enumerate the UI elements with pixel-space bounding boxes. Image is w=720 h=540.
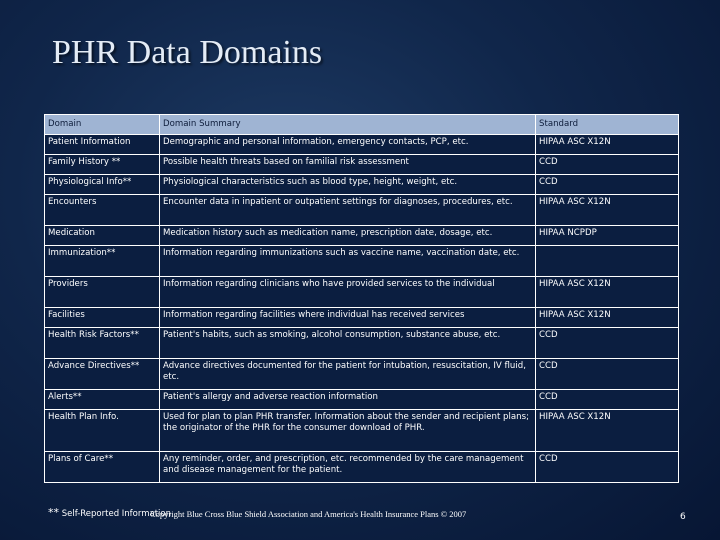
header-standard: Standard [536, 115, 679, 135]
table-row [45, 308, 679, 328]
domain-cell: Encounters [45, 195, 160, 226]
footnote-marker: ** [48, 506, 59, 519]
domain-cell: Health Plan Info. [45, 410, 160, 452]
standard-cell: CCD [536, 175, 679, 195]
summary-cell: Possible health threats based on familial risk assessment [160, 155, 536, 175]
table-row [45, 359, 679, 390]
domain-cell: Advance Directives** [45, 359, 160, 390]
summary-cell: Medication history such as medication name, prescription date, dosage, etc. [160, 226, 536, 246]
summary-cell: Any reminder, order, and prescription, etc. recommended by the care management and disease management for the patient. [160, 452, 536, 483]
page-number: 6 [680, 512, 686, 522]
copyright-notice: Copyright Blue Cross Blue Shield Association and America's Health Insurance Plans © 2007 [150, 509, 467, 519]
footnote-text: Self-Reported Information [61, 509, 171, 519]
summary-cell: Information regarding clinicians who have provided services to the individual [160, 277, 536, 308]
summary-cell: Information regarding facilities where individual has received services [160, 308, 536, 328]
data-domains-table [44, 114, 679, 483]
standard-cell: HIPAA ASC X12N [536, 195, 679, 226]
summary-cell: Demographic and personal information, emergency contacts, PCP, etc. [160, 135, 536, 155]
standard-cell: CCD [536, 155, 679, 175]
summary-cell: Advance directives documented for the patient for intubation, resuscitation, IV fluid, etc. [160, 359, 536, 390]
table-row [45, 135, 679, 155]
table-row [45, 277, 679, 308]
summary-cell: Physiological characteristics such as blood type, height, weight, etc. [160, 175, 536, 195]
header-domain: Domain [45, 115, 160, 135]
table-row [45, 452, 679, 483]
standard-cell: HIPAA ASC X12N [536, 135, 679, 155]
domain-cell: Medication [45, 226, 160, 246]
standard-cell: CCD [536, 359, 679, 390]
table-row [45, 246, 679, 277]
standard-cell: HIPAA NCPDP [536, 226, 679, 246]
domain-cell: Facilities [45, 308, 160, 328]
table-header-row [45, 115, 679, 135]
table-row [45, 226, 679, 246]
summary-cell: Used for plan to plan PHR transfer. Information about the sender and recipient plans; the originator of the PHR for the consumer download of PHR. [160, 410, 536, 452]
domain-cell: Family History ** [45, 155, 160, 175]
table-row [45, 410, 679, 452]
table-row [45, 175, 679, 195]
slide-title: PHR Data Domains [52, 34, 323, 71]
table-row [45, 390, 679, 410]
header-domain-summary: Domain Summary [160, 115, 536, 135]
table-row [45, 328, 679, 359]
domain-cell: Providers [45, 277, 160, 308]
summary-cell: Patient's habits, such as smoking, alcohol consumption, substance abuse, etc. [160, 328, 536, 359]
summary-cell: Information regarding immunizations such as vaccine name, vaccination date, etc. [160, 246, 536, 277]
standard-cell: CCD [536, 452, 679, 483]
summary-cell: Encounter data in inpatient or outpatient settings for diagnoses, procedures, etc. [160, 195, 536, 226]
standard-cell: HIPAA ASC X12N [536, 308, 679, 328]
domain-cell: Plans of Care** [45, 452, 160, 483]
standard-cell: HIPAA ASC X12N [536, 410, 679, 452]
table-row [45, 195, 679, 226]
standard-cell: CCD [536, 390, 679, 410]
standard-cell [536, 246, 679, 277]
domain-cell: Physiological Info** [45, 175, 160, 195]
standard-cell: HIPAA ASC X12N [536, 277, 679, 308]
table-row [45, 155, 679, 175]
domain-cell: Immunization** [45, 246, 160, 277]
domain-cell: Alerts** [45, 390, 160, 410]
summary-cell: Patient's allergy and adverse reaction information [160, 390, 536, 410]
domain-cell: Patient Information [45, 135, 160, 155]
domain-cell: Health Risk Factors** [45, 328, 160, 359]
standard-cell: CCD [536, 328, 679, 359]
